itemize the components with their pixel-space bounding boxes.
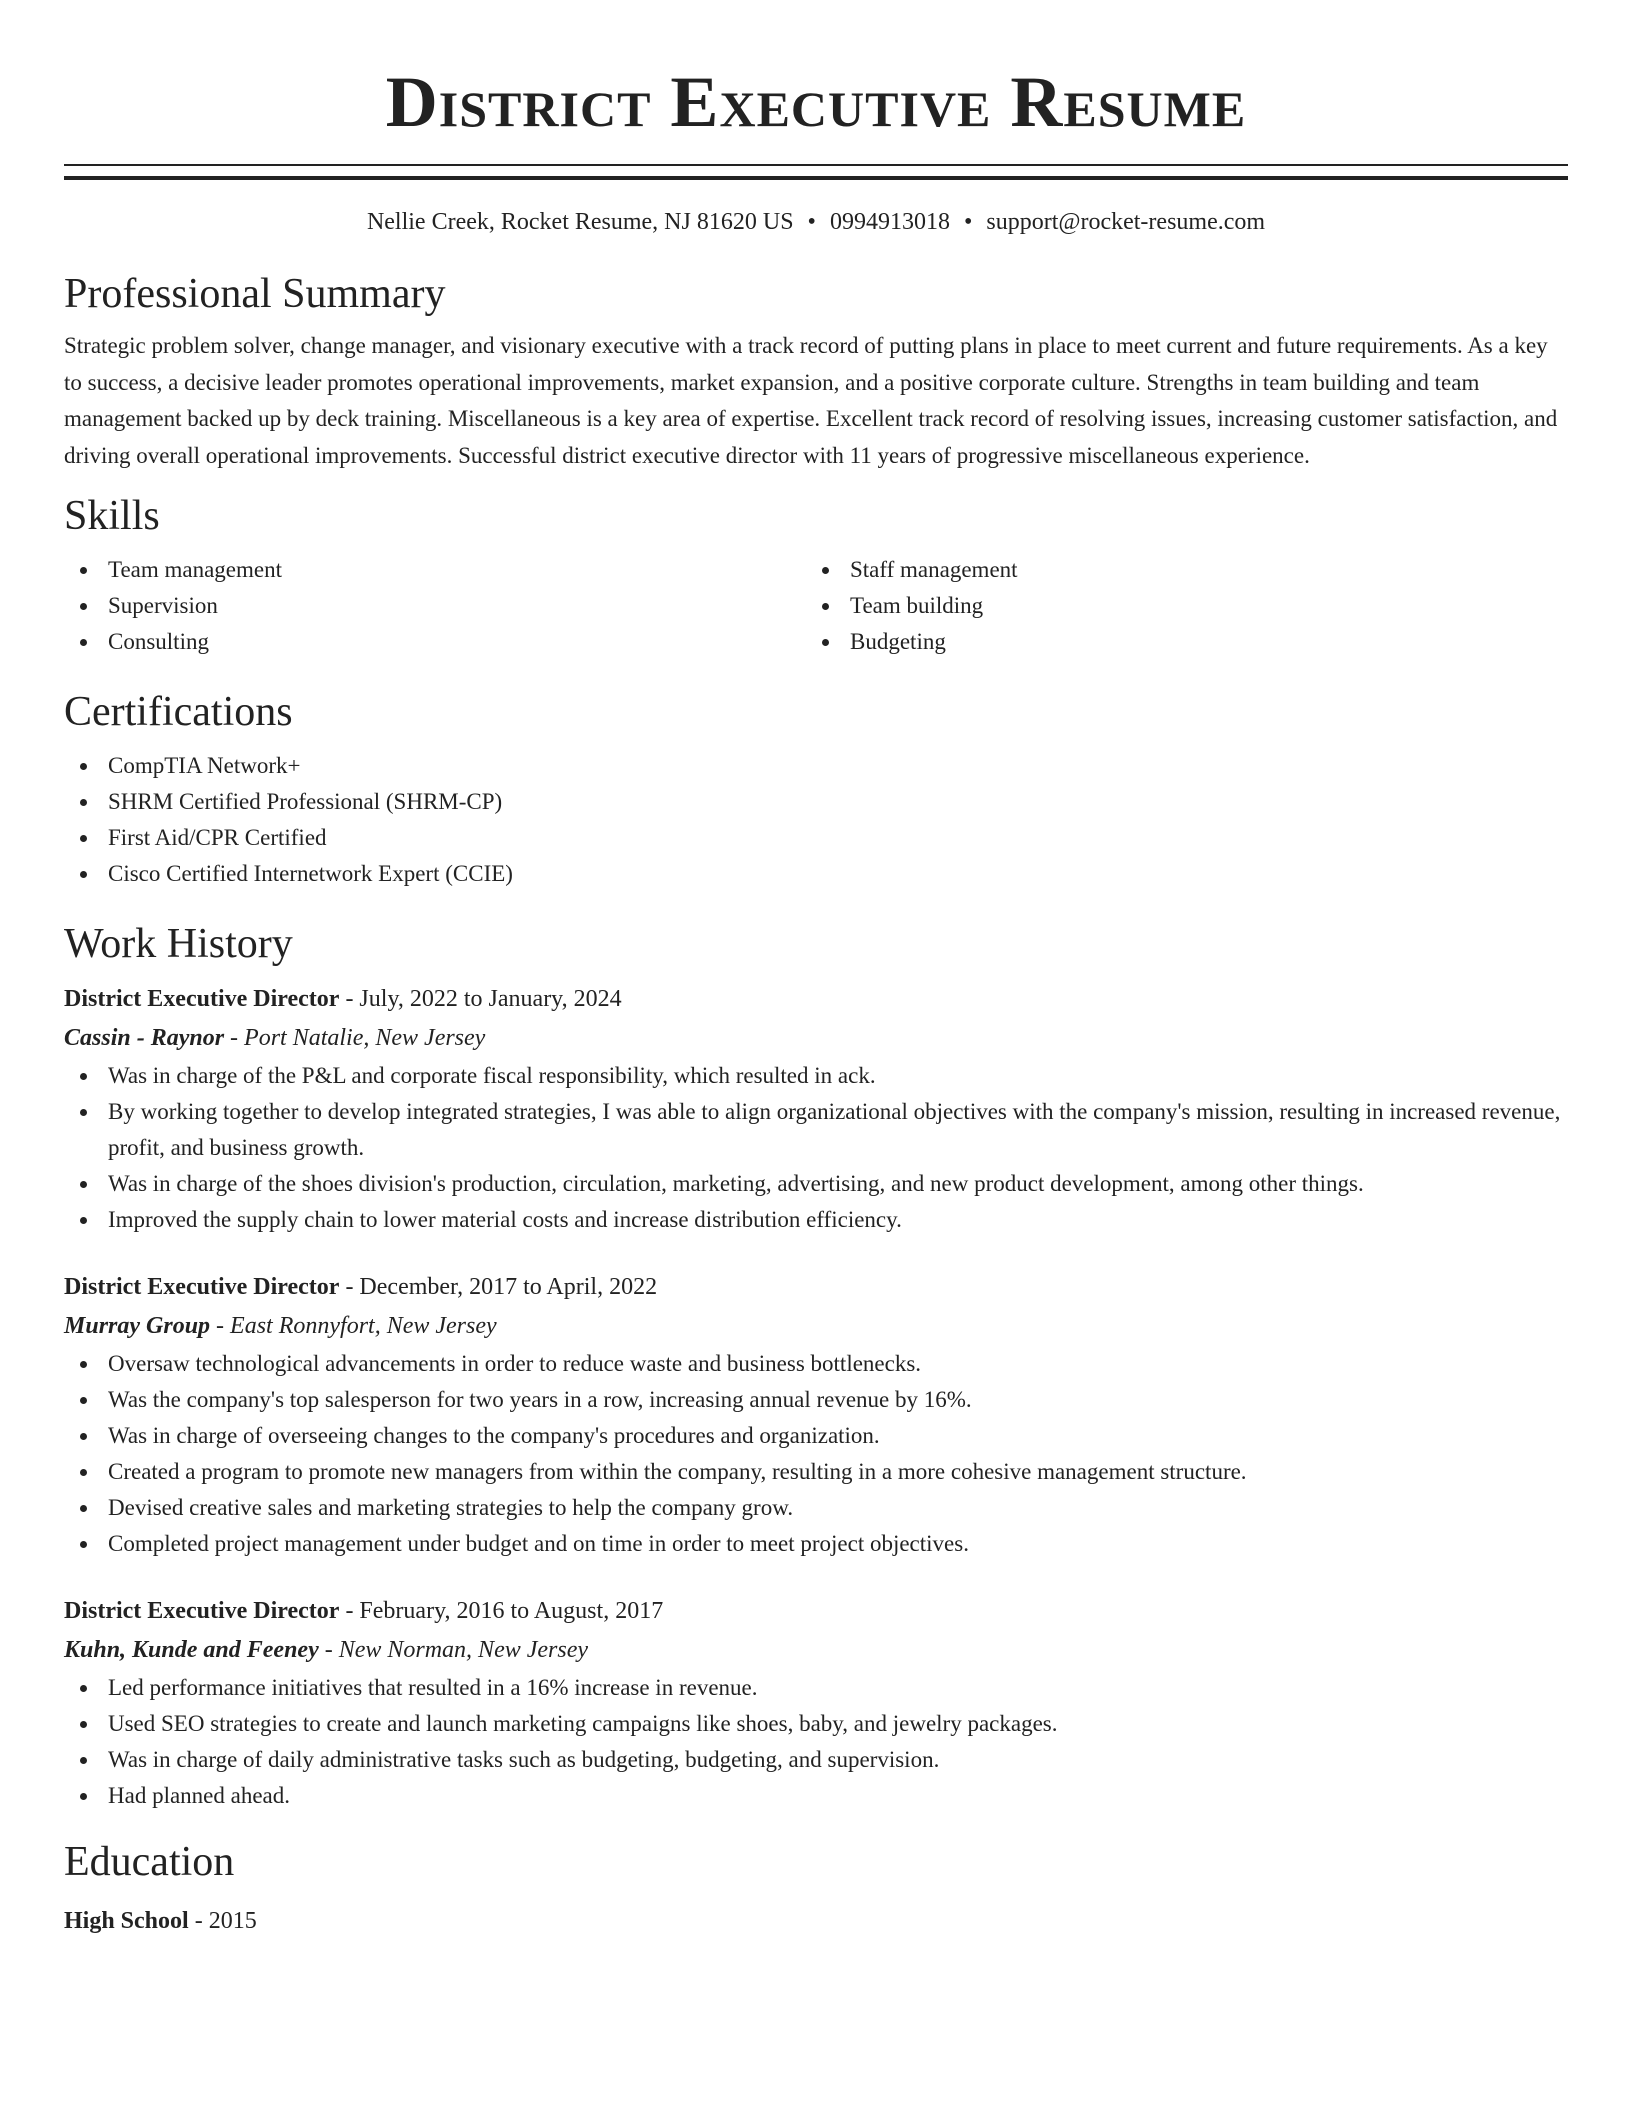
job-location: - New Norman, New Jersey xyxy=(318,1637,589,1663)
job-title: District Executive Director xyxy=(64,1274,340,1300)
job-entry xyxy=(64,1592,1568,1814)
responsibility-item: Was in charge of overseeing changes to the company's procedures and organization. xyxy=(64,1418,1568,1454)
education-section xyxy=(64,1836,1568,1940)
contact-phone: 0994913018 xyxy=(829,209,950,235)
summary-section xyxy=(64,268,1568,474)
responsibility-item: Improved the supply chain to lower material costs and increase distribution efficiency. xyxy=(64,1202,1568,1238)
resume-content xyxy=(64,0,1568,1940)
job-title-line xyxy=(64,1268,1568,1306)
job-dates: - July, 2022 to January, 2024 xyxy=(339,986,622,1012)
responsibility-item: Was the company's top salesperson for two years in a row, increasing annual revenue by 16%. xyxy=(64,1382,1568,1418)
skills-list-left xyxy=(64,552,806,660)
skill-item: Team management xyxy=(64,552,806,588)
job-responsibilities xyxy=(64,1058,1568,1238)
certifications-list xyxy=(64,748,1568,892)
summary-text: Strategic problem solver, change manager, and visionary executive with a track record of putting plans in place to meet current and future requirements. As a key to success, a decisive leader promotes operational improvements, market expansion, and a positive corporate culture. Strengths in team building and team management backed up by deck training. Miscellaneous is a key area of expertise. Excellent track record of resolving issues, increasing customer satisfaction, and driving overall operational improvements. Successful district executive director with 11 years of progressive miscellaneous experience. xyxy=(64,333,1558,468)
job-entry xyxy=(64,1268,1568,1562)
skill-item: Supervision xyxy=(64,588,806,624)
certifications-heading: Certifications xyxy=(64,689,293,735)
job-company: Kuhn, Kunde and Feeney xyxy=(64,1637,319,1663)
skills-section xyxy=(64,490,1568,660)
work-history-heading: Work History xyxy=(64,921,293,967)
contact-address: Nellie Creek, Rocket Resume, NJ 81620 US xyxy=(366,209,794,235)
certification-item: First Aid/CPR Certified xyxy=(64,820,1568,856)
job-company: Cassin - Raynor xyxy=(64,1025,225,1051)
skills-heading: Skills xyxy=(64,493,160,539)
job-entry xyxy=(64,980,1568,1238)
skills-list-right xyxy=(806,552,1548,660)
education-entry xyxy=(64,1902,1568,1940)
responsibility-item: Was in charge of the shoes division's production, circulation, marketing, advertising, and new product development, among other things. xyxy=(64,1166,1568,1202)
job-location: - Port Natalie, New Jersey xyxy=(224,1025,486,1051)
skills-column-right xyxy=(806,552,1548,660)
responsibility-item: Was in charge of daily administrative tasks such as budgeting, budgeting, and supervision. xyxy=(64,1742,1568,1778)
title-double-rule xyxy=(64,164,1568,180)
skill-item: Staff management xyxy=(806,552,1548,588)
job-dates: - February, 2016 to August, 2017 xyxy=(339,1598,664,1624)
job-location: - East Ronnyfort, New Jersey xyxy=(210,1313,497,1339)
job-title: District Executive Director xyxy=(64,986,340,1012)
job-dates: - December, 2017 to April, 2022 xyxy=(339,1274,658,1300)
skills-column-left xyxy=(64,552,806,660)
summary-heading: Professional Summary xyxy=(64,271,446,317)
responsibility-item: Had planned ahead. xyxy=(64,1778,1568,1814)
contact-email: support@rocket-resume.com xyxy=(986,209,1266,235)
responsibility-item: Created a program to promote new managers from within the company, resulting in a more cohesive management structure. xyxy=(64,1454,1568,1490)
skill-item: Budgeting xyxy=(806,624,1548,660)
responsibility-item: Completed project management under budget and on time in order to meet project objectives. xyxy=(64,1526,1568,1562)
job-company-line xyxy=(64,1630,1568,1670)
responsibility-item: By working together to develop integrated strategies, I was able to align organizational objectives with the company's mission, resulting in increased revenue, profit, and business growth. xyxy=(64,1094,1568,1166)
certification-item: Cisco Certified Internetwork Expert (CCIE) xyxy=(64,856,1568,892)
job-title: District Executive Director xyxy=(64,1598,340,1624)
resume-title: District Executive Resume xyxy=(385,62,1247,142)
education-heading: Education xyxy=(64,1839,235,1885)
job-responsibilities xyxy=(64,1346,1568,1562)
education-degree: High School xyxy=(64,1908,189,1934)
certifications-section xyxy=(64,686,1568,892)
certification-item: CompTIA Network+ xyxy=(64,748,1568,784)
responsibility-item: Was in charge of the P&L and corporate fiscal responsibility, which resulted in ack. xyxy=(64,1058,1568,1094)
contact-line xyxy=(64,206,1568,238)
skill-item: Consulting xyxy=(64,624,806,660)
job-company-line xyxy=(64,1306,1568,1346)
education-year: - 2015 xyxy=(188,1908,257,1934)
responsibility-item: Led performance initiatives that resulted in a 16% increase in revenue. xyxy=(64,1670,1568,1706)
responsibility-item: Oversaw technological advancements in order to reduce waste and business bottlenecks. xyxy=(64,1346,1568,1382)
job-company: Murray Group xyxy=(64,1313,211,1339)
responsibility-item: Used SEO strategies to create and launch marketing campaigns like shoes, baby, and jewelry packages. xyxy=(64,1706,1568,1742)
responsibility-item: Devised creative sales and marketing strategies to help the company grow. xyxy=(64,1490,1568,1526)
contact-separator: • xyxy=(807,209,816,235)
job-title-line xyxy=(64,980,1568,1018)
work-history-section xyxy=(64,918,1568,1814)
skills-columns xyxy=(64,552,1568,660)
contact-separator: • xyxy=(963,209,973,235)
skill-item: Team building xyxy=(806,588,1548,624)
job-responsibilities xyxy=(64,1670,1568,1814)
job-company-line xyxy=(64,1018,1568,1058)
job-title-line xyxy=(64,1592,1568,1630)
certification-item: SHRM Certified Professional (SHRM-CP) xyxy=(64,784,1568,820)
